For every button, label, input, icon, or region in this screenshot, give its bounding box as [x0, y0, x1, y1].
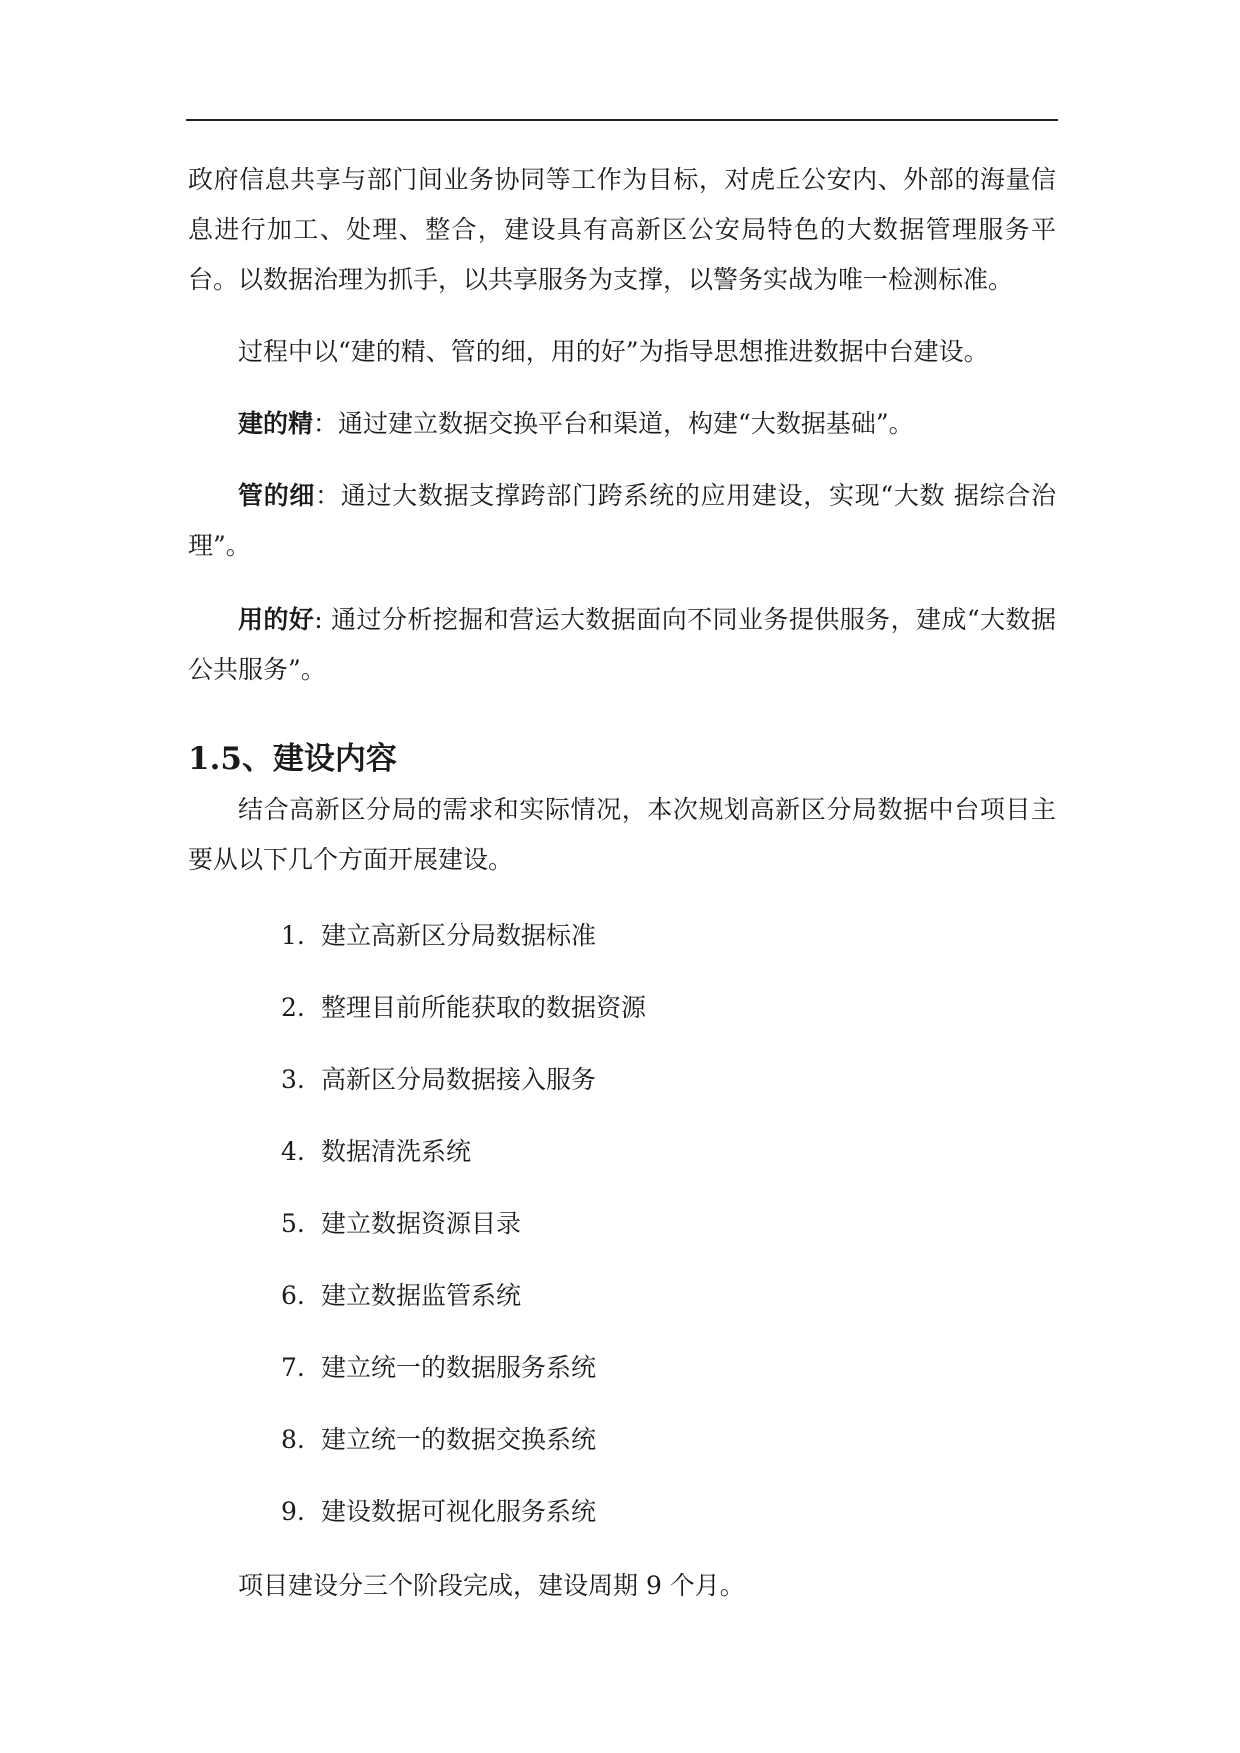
document-page	[188, 155, 1056, 1611]
principle-term: 管的细	[238, 481, 316, 510]
principle-text: 通过建立数据交换平台和渠道，构建“大数据基础”。	[338, 409, 914, 438]
list-item-number: 1.	[281, 921, 305, 950]
principle-term: 建的精	[238, 409, 314, 438]
section-intro: 结合高新区分局的需求和实际情况，本次规划高新区分局数据中台项目主要从以下几个方面开展建设。	[188, 795, 1056, 874]
list-item-text: 建立数据监管系统	[321, 1281, 522, 1310]
list-item	[281, 1415, 1056, 1487]
section-number: 1.5	[188, 741, 242, 777]
list-item-text: 建立高新区分局数据标准	[321, 921, 597, 950]
construction-list	[188, 911, 1056, 1559]
list-item	[281, 1487, 1056, 1559]
list-item	[281, 1343, 1056, 1415]
list-item-number: 6.	[281, 1281, 305, 1310]
principle-build	[188, 399, 1056, 449]
list-item-text: 高新区分局数据接入服务	[321, 1065, 597, 1094]
principle-text: 通过大数据支撑跨部门跨系统的应用建设，实现“大数 据综合治理”。	[188, 481, 1056, 560]
list-item	[281, 1271, 1056, 1343]
list-item-number: 8.	[281, 1425, 305, 1454]
list-item-text: 建设数据可视化服务系统	[321, 1497, 597, 1526]
list-item-text: 建立统一的数据交换系统	[321, 1425, 597, 1454]
principle-separator: :	[314, 605, 332, 634]
principle-text: 通过分析挖掘和营运大数据面向不同业务提供服务，建成“大数据公共服务”。	[188, 605, 1056, 684]
principle-separator: ：	[313, 409, 339, 438]
list-item-number: 3.	[281, 1065, 305, 1094]
intro-paragraph: 政府信息共享与部门间业务协同等工作为目标，对虎丘公安内、外部的海量信息进行加工、处理、整合，建设具有高新区公安局特色的大数据管理服务平台。以数据治理为抓手，以共享服务为支撑，以警务实战为唯一检测标准。	[188, 165, 1056, 294]
list-item	[281, 1199, 1056, 1271]
guiding-paragraph: 过程中以“建的精、管的细，用的好”为指导思想推进数据中台建设。	[238, 337, 989, 366]
section-title: 、建设内容	[241, 741, 397, 777]
header-rule	[186, 119, 1058, 121]
principle-manage	[188, 471, 1056, 571]
list-item-number: 5.	[281, 1209, 305, 1238]
list-item-text: 整理目前所能获取的数据资源	[321, 993, 647, 1022]
principle-separator: ：	[315, 481, 341, 510]
list-item	[281, 1055, 1056, 1127]
list-item	[281, 983, 1056, 1055]
list-item-text: 数据清洗系统	[321, 1137, 472, 1166]
list-item-number: 4.	[281, 1137, 305, 1166]
principle-use	[188, 595, 1056, 695]
closing-paragraph: 项目建设分三个阶段完成，建设周期 9 个月。	[238, 1571, 745, 1600]
list-item-number: 9.	[281, 1497, 305, 1526]
list-item	[281, 911, 1056, 983]
section-heading	[188, 733, 1056, 785]
list-item-text: 建立统一的数据服务系统	[321, 1353, 597, 1382]
list-item	[281, 1127, 1056, 1199]
principle-term: 用的好	[238, 605, 315, 634]
list-item-number: 2.	[281, 993, 305, 1022]
list-item-number: 7.	[281, 1353, 305, 1382]
list-item-text: 建立数据资源目录	[321, 1209, 522, 1238]
